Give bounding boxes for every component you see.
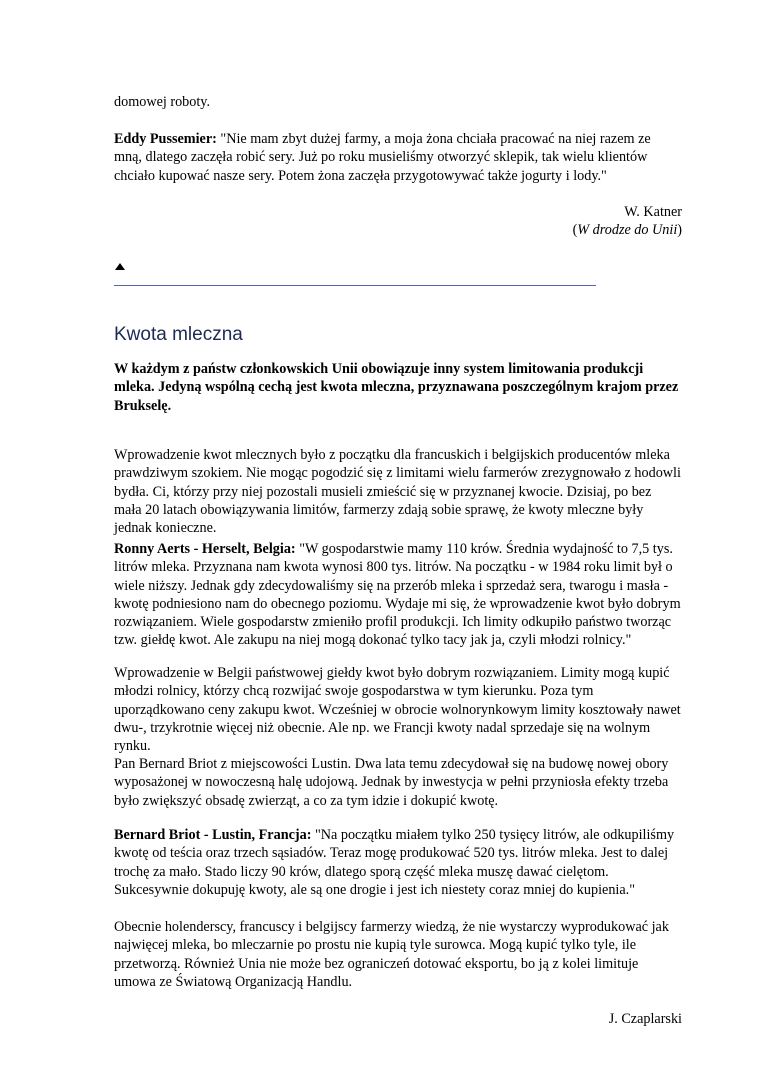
signature-top [114,203,682,240]
briot-speaker: Bernard Briot - Lustin, Francja: [114,827,312,843]
section-title: Kwota mleczna [114,324,243,345]
paragraph-3: Wprowadzenie w Belgii państwowej giełdy kwot było dobrym rozwiązaniem. Limity mogą kupić młodzi rolnicy, którzy chcą rozwijać swoje gospodarstwa w tym kierunku. Poza tym uporządkowano ceny zakupu kwot. Wcześniej w obrocie wolnorynkowym limity kosztowały nawet dwu-, trzykrotnie więcej niż obecnie. Ale np. we Francji kwoty nadal sprzedaje się na wolnym rynku. [114,665,681,755]
paragraph-1: Wprowadzenie kwot mlecznych było z początku dla francuskich i belgijskich producentów mleka prawdziwym szokiem. Nie mogąc pogodzić się z limitami wielu farmerów zrezygnowało z hodowli bydła. Ci, którzy przy niej pozostali musieli zmieścić się w przyznanej kwocie. Dzisiaj, po bez mała 20 latach obowiązywania limitów, farmerzy zdają sobie sprawę, że kwoty mleczne były jednak konieczne. [114,447,681,537]
paragraph-6: Obecnie holenderscy, francuscy i belgijscy farmerzy wiedzą, że nie wystarczy wyprodukować jak najwięcej mleka, bo mleczarnie po prostu nie kupią tyle surowca. Mogą kupić tylko tyle, ile przetworzą. Również Unia nie może bez ograniczeń dotować eksportu, bo ją z kolei limituje umowa ze Światową Organizacją Handlu. [114,919,669,990]
ronny-quote: "W gospodarstwie mamy 110 krów. Średnia wydajność to 7,5 tys. litrów mleka. Przyznana nam kwota wynosi 800 tys. litrów. Na początku - w 1984 roku limit był o wiele niższy. Jednak gdy zdecydowaliśmy się na przerób mleka i sprzedaż sera, twarogu i masła - kwotę podniesiono nam do obecnego poziomu. Wydaje mi się, że wprowadzenie kwot było dobrym rozwiązaniem. Wiele gospodarstw zmieniło profil produkcji. Ich limity odkupiło państwo tworząc tzw. giełdę kwot. Ale zakupu na niej mogą dokonać tylko tacy jak ja, czyli młodzi rolnicy." [114,541,681,649]
paragraph-5 [114,826,682,899]
section-divider [114,285,596,286]
eddy-speaker: Eddy Pussemier: [114,131,217,147]
paragraph-4: Pan Bernard Briot z miejscowości Lustin. Dwa lata temu zdecydował się na budowę nowej obory wyposażonej w nowoczesną halę udojową. Jednak by inwestycja w pełni przyniosła efekty trzeba było zwiększyć obsadę zwierząt, a co za tym idzie i dokupić kwotę. [114,756,669,809]
signature-top-author: W. Katner [624,204,682,220]
ronny-speaker: Ronny Aerts - Herselt, Belgia: [114,541,296,557]
signature-top-source-title: W drodze do Unii [577,222,678,239]
eddy-quote-paragraph [114,130,682,185]
signature-bottom-author: J. Czaplarski [608,1011,682,1027]
back-to-top-arrow-icon[interactable] [115,263,125,270]
signature-top-source: (W drodze do Unii) [572,222,682,239]
intro-fragment: domowej roboty. [114,94,211,110]
briot-quote: "Na początku miałem tylko 250 tysięcy litrów, ale odkupiliśmy kwotę od teścia oraz trzech sąsiadów. Teraz mogę produkować 520 tys. litrów mleka. Jest to dalej trochę za mało. Stado liczy 90 krów, dlatego sporą część mleka muszę dawać cielętom. Sukcesywnie dokupuję kwoty, ale są one drogie i jest ich niestety coraz mniej do kupienia." [114,827,675,898]
section-lead: W każdym z państw członkowskich Unii obowiązuje inny system limitowania produkcji mleka. Jedyną wspólną cechą jest kwota mleczna, przyznawana poszczególnym krajom przez Brukselę. [114,361,679,414]
eddy-quote: "Nie mam zbyt dużej farmy, a moja żona chciała pracować na niej razem ze mną, dlatego zaczęła robić sery. Już po roku musieliśmy otworzyć sklepik, tak wielu klientów chciało kupować nasze sery. Potem żona zaczęła przygotowywać także jogurty i lody." [114,131,651,184]
paragraph-2 [114,540,682,650]
